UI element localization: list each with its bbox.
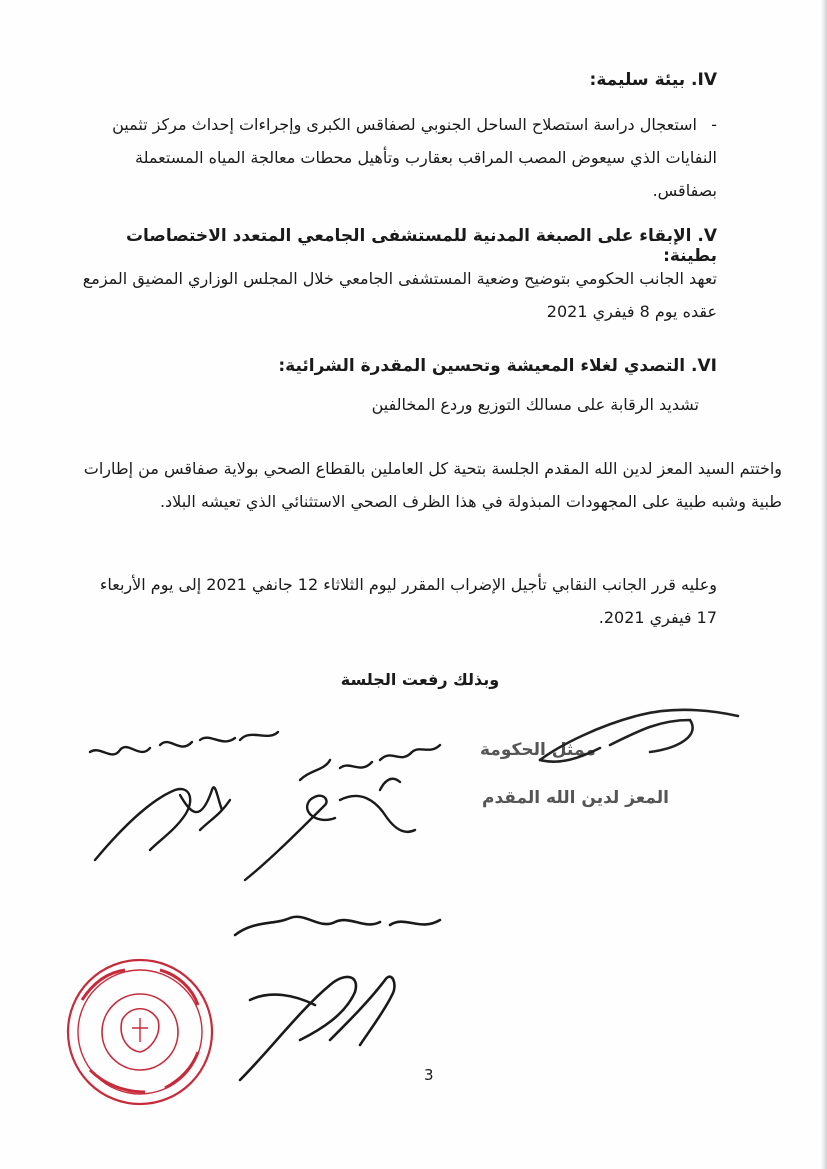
signature-anis [235, 917, 440, 1080]
signature-abdelkarim [245, 745, 440, 880]
paragraph-decision: وعليه قرر الجانب النقابي تأجيل الإضراب المقرر ليوم الثلاثاء 12 جانفي 2021 إلى يوم الأربعاء 17 فيفري 2021. [99, 575, 717, 627]
paragraph-thanks: واختتم السيد المعز لدين الله المقدم الجلسة بتحية كل العاملين بالقطاع الصحي بولاية صفاقس من إطارات طبية وشبه طبية على المجهودات المبذولة في هذا الظرف الصحي الاستثنائي الذي تعيشه البلاد. [83, 459, 782, 511]
section-heading-v: V. الإبقاء على الصبغة المدنية للمستشفى الجامعي المتعدد الاختصاصات بطينة: [125, 226, 717, 266]
gov-representative-title: ممثل الحكومة [480, 740, 596, 760]
gov-representative-name: المعز لدين الله المقدم [482, 788, 669, 808]
signature-gov-representative [540, 710, 738, 762]
section-heading-vi: VI. التصدي لغلاء المعيشة وتحسين المقدرة الشرائية: [278, 356, 717, 376]
official-stamp [68, 960, 212, 1104]
bullet-dash-icon: - [711, 115, 717, 134]
section-heading-iv: IV. بيئة سليمة: [589, 70, 717, 90]
section-bullet-text: استعجال دراسة استصلاح الساحل الجنوبي لصفاقس الكبرى وإجراءات إحداث مركز تثمين النفايات الذي سيعوض المصب المراقب بعقارب وتأهيل محطات معالجة المياه المستعملة بصفاقس. [112, 115, 717, 200]
section-text-vi: تشديد الرقابة على مسالك التوزيع وردع المخالفين [371, 395, 699, 414]
closing-line: وبذلك رفعت الجلسة [340, 670, 500, 689]
section-text-v: تعهد الجانب الحكومي بتوضيح وضعية المستشفى الجامعي خلال المجلس الوزاري المضيق المزمع عقده يوم 8 فيفري 2021 [82, 269, 717, 321]
page-number: 3 [424, 1066, 434, 1084]
signature-youssef [90, 732, 278, 860]
